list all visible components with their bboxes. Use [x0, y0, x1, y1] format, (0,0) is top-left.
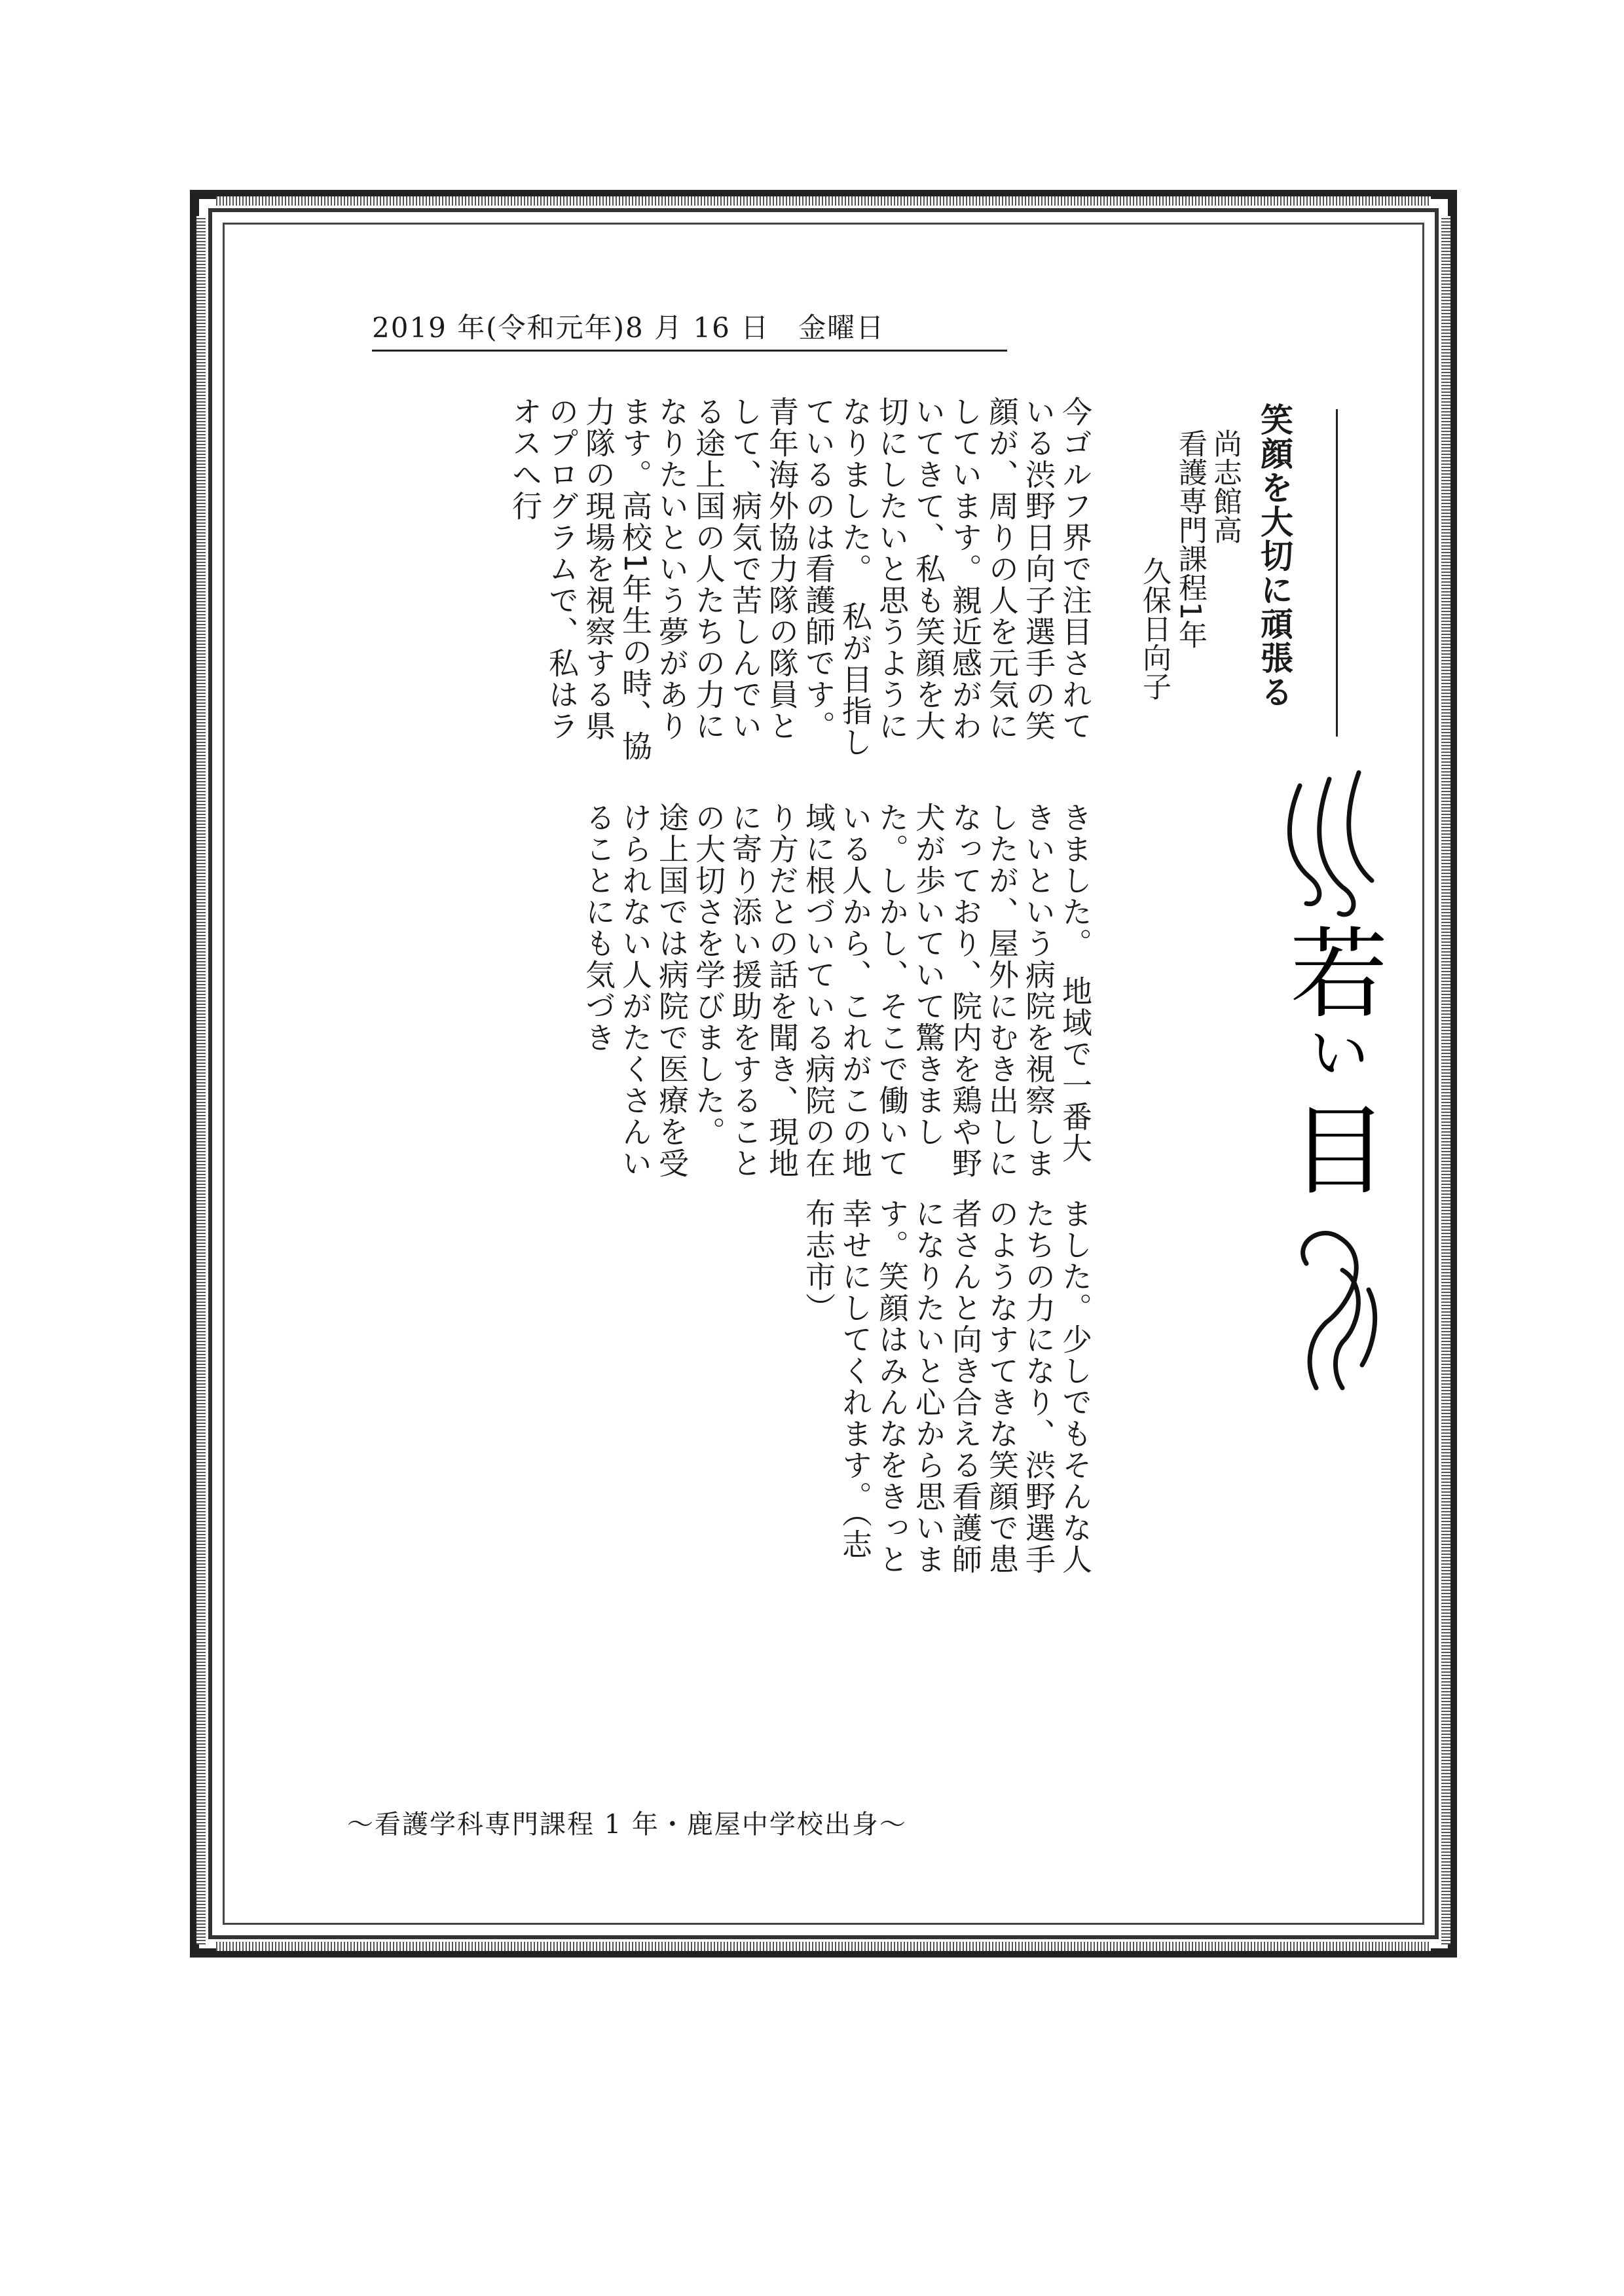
title-rule: [1336, 409, 1338, 737]
logo-char-1: 若: [1289, 918, 1389, 1032]
frame-hatch-left: [196, 216, 206, 1944]
logo-char-3: 目: [1289, 1095, 1389, 1209]
author-course: 看護専門課程1年: [1173, 429, 1207, 649]
frame-hatch-top: [216, 196, 1431, 206]
logo-char-2: い: [1310, 1019, 1369, 1088]
article-body-block-3: ました。少しでもそんな人たちの力になり、渋野選手のようなすてきな笑顔で患者さんと向き合える看護師になりたいと心から思います。笑顔はみんなをきっと幸せにしてくれます。（志布志市）: [801, 1198, 1093, 1575]
article-footer: 〜看護学科専門課程 1 年・鹿屋中学校出身〜: [347, 1810, 907, 1840]
article-body-block-2: きました。 地域で一番大きいという病院を視察しましたが、屋外にむき出しになっており、院内を鶏や野犬が歩いていて驚きました。しかし、そこで働いている人から、これがこの地域に根づいている病院の在り方だとの話を聞き、現地に寄り添い援助をすることの大切さを学びました。 途上国では病院で医療を受けられない人がたくさんいることにも気づき: [581, 802, 1093, 1179]
swirl-top-icon: [1289, 773, 1372, 915]
column-logo: [1280, 766, 1398, 1394]
article-title: 笑顔を大切に頑張る: [1255, 403, 1293, 709]
author-name: 久保日向子: [1137, 556, 1171, 701]
swirl-bottom-icon: [1303, 1233, 1375, 1388]
author-school: 尚志館高: [1208, 429, 1242, 544]
frame-hatch-right: [1441, 216, 1450, 1944]
frame-hatch-bottom: [216, 1942, 1431, 1951]
article-body-block-1: 今ゴルフ界で注目されている渋野日向子選手の笑顔が、周りの人を元気にしています。親近感がわいてきて、私も笑顔を大切にしたいと思うようになりました。 私が目指しているのは看護師です。青年海外協力隊の隊員として、病気で苦しんでいる途上国の人たちの力になりたいという夢があります。高校1年生の時、協力隊の現場を視察する県のプログラムで、私はラオスへ行: [507, 396, 1093, 763]
article-date: 2019 年(令和元年)8 月 16 日 金曜日: [372, 306, 1007, 352]
